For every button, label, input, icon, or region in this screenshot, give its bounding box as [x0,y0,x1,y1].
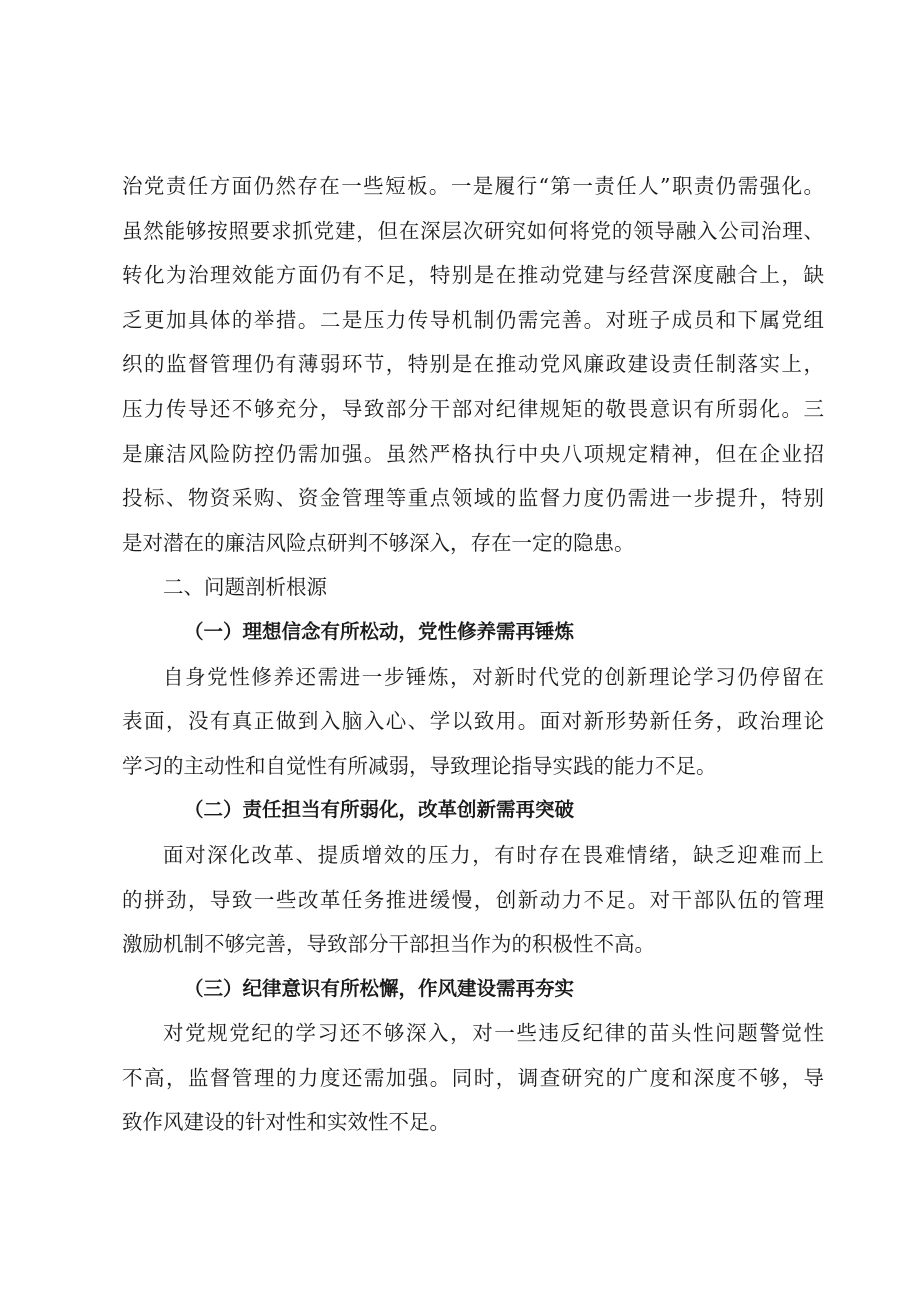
paragraph-line: 是廉洁风险防控仍需加强。虽然严格执行中央八项规定精神，但在企业招 [122,441,824,466]
paragraph-line: 织的监督管理仍有薄弱环节，特别是在推动党风廉政建设责任制落实上， [122,352,824,377]
subsection-heading: （二）责任担当有所弱化，改革创新需再突破 [184,798,575,822]
section-heading: 二、问题剖析根源 [163,575,327,600]
paragraph-line: 治党责任方面仍然存在一些短板。一是履行“第一责任人”职责仍需强化。 [122,174,824,198]
subsection-2 [122,788,824,966]
paragraph-line: 致作风建设的针对性和实效性不足。 [122,1110,450,1135]
paragraph-line: 面对深化改革、提质增效的压力，有时存在畏难情绪，缺乏迎难而上 [163,842,824,867]
paragraph-line: 自身党性修养还需进一步锤炼，对新时代党的创新理论学习仍停留在 [163,664,824,689]
paragraph-line: 不高，监督管理的力度还需加强。同时，调查研究的广度和深度不够，导 [122,1065,824,1090]
paragraph-line: 对党规党纪的学习还不够深入，对一些违反纪律的苗头性问题警觉性 [163,1021,824,1046]
subsection-heading: （三）纪律意识有所松懈，作风建设需再夯实 [184,976,575,1000]
document-body [122,164,824,1145]
paragraph-1 [122,164,824,565]
paragraph-line: 激励机制不够完善，导致部分干部担当作为的积极性不高。 [122,932,655,957]
subsection-heading: （一）理想信念有所松动，党性修养需再锤炼 [184,619,575,643]
paragraph-line: 的拼劲，导致一些改革任务推进缓慢，创新动力不足。对干部队伍的管理 [122,887,824,912]
paragraph-line: 转化为治理效能方面仍有不足，特别是在推动党建与经营深度融合上，缺 [122,263,824,288]
subsection-1 [122,610,824,788]
paragraph-line: 表面，没有真正做到入脑入心、学以致用。面对新形势新任务，政治理论 [122,709,824,734]
subsection-3 [122,967,824,1145]
paragraph-line: 压力传导还不够充分，导致部分干部对纪律规矩的敬畏意识有所弱化。三 [122,396,824,421]
paragraph-line: 学习的主动性和自觉性有所减弱，导致理论指导实践的能力不足。 [122,753,717,778]
paragraph-line: 是对潜在的廉洁风险点研判不够深入，存在一定的隐患。 [122,530,635,555]
paragraph-line: 投标、物资采购、资金管理等重点领域的监督力度仍需进一步提升，特别 [122,486,824,511]
paragraph-line: 虽然能够按照要求抓党建，但在深层次研究如何将党的领导融入公司治理、 [122,218,824,243]
paragraph-line: 乏更加具体的举措。二是压力传导机制仍需完善。对班子成员和下属党组 [122,307,824,332]
